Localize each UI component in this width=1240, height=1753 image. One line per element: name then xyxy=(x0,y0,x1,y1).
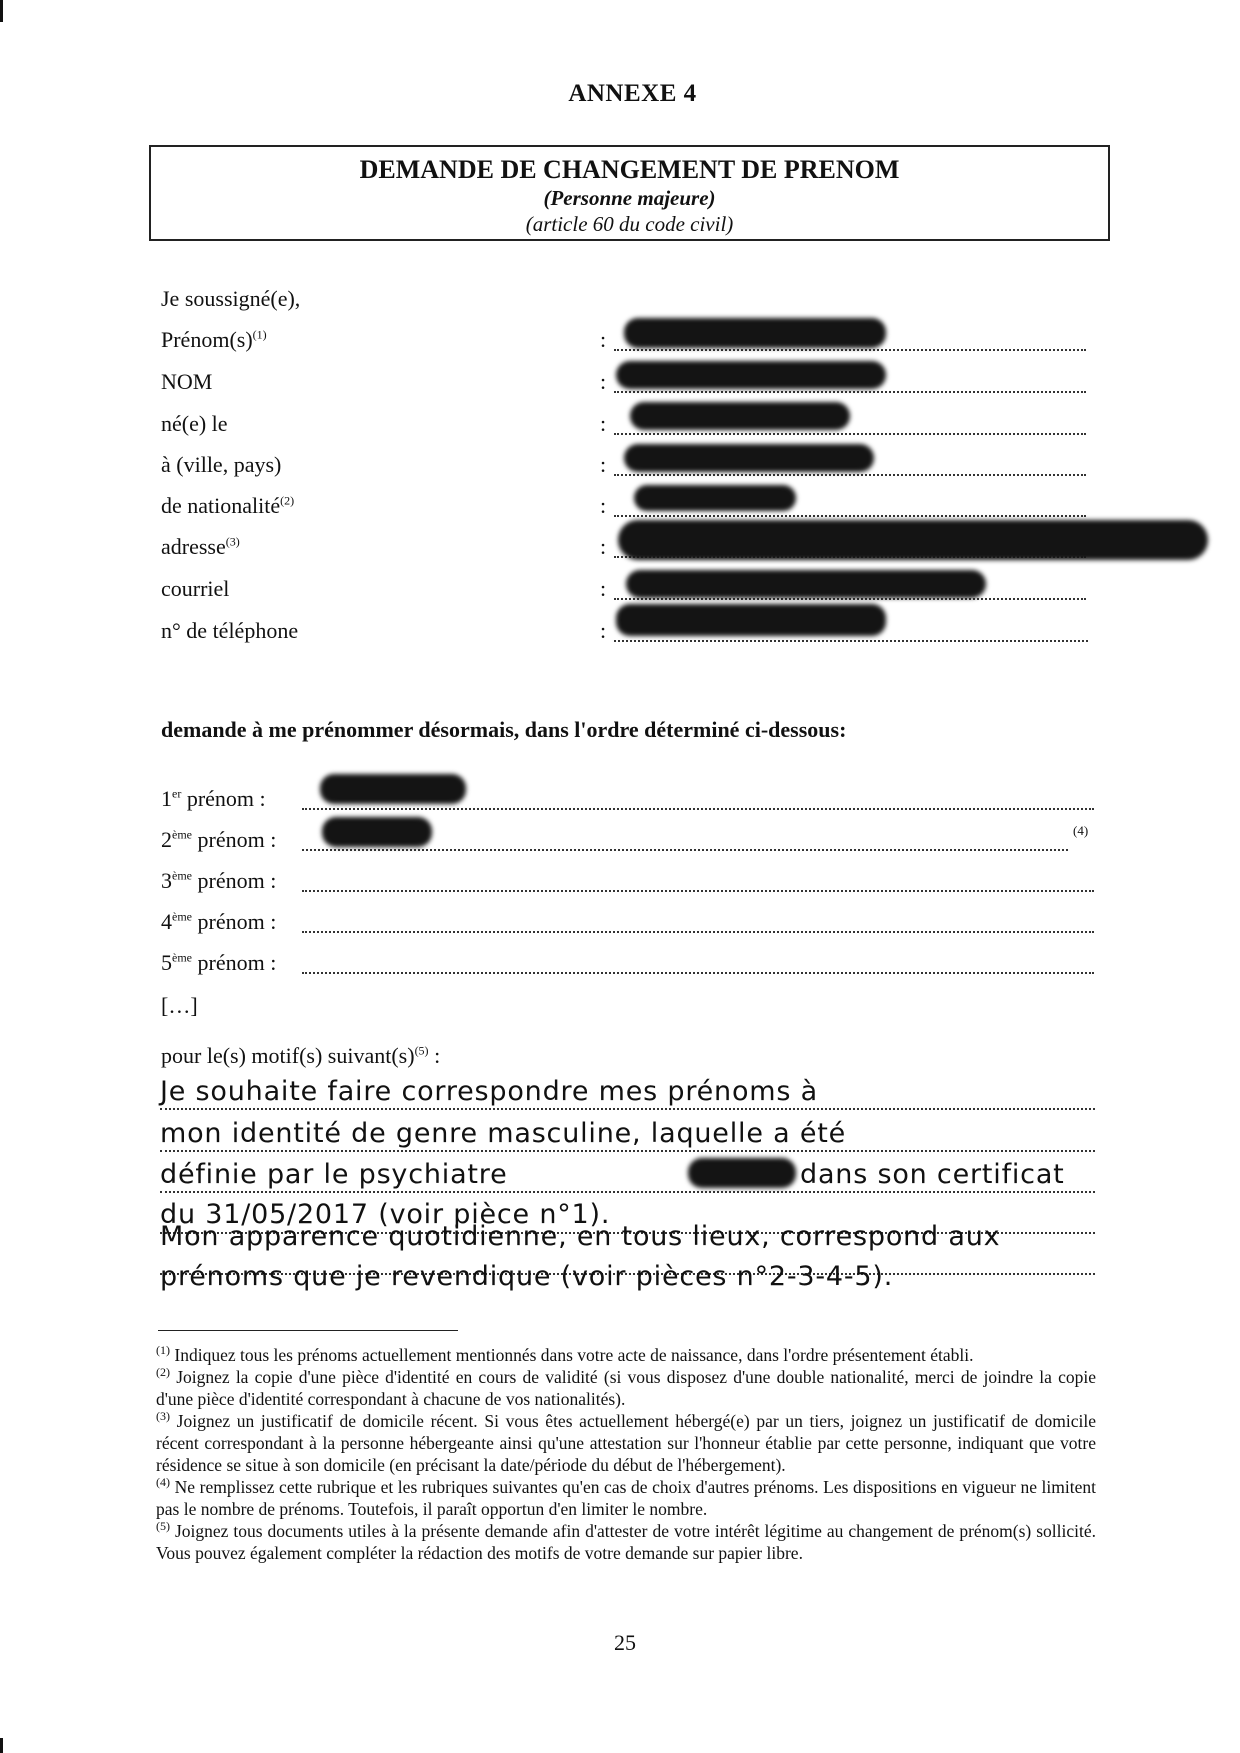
field-telephone-input[interactable] xyxy=(614,640,1088,642)
field-label-nom: NOM xyxy=(161,369,213,394)
prenom-label-1: 1er prénom : xyxy=(161,786,266,811)
field-label-adresse: adresse$^{(3)}$ xyxy=(161,534,240,559)
prenom-label-3: 3ème prénom : xyxy=(161,868,277,893)
form-header-box xyxy=(149,145,1110,241)
prenom-5-input[interactable] xyxy=(302,972,1094,974)
footnote-5: $^{(5)}$ Joignez tous documents utiles à la présente demande afin d'attester de votre intérêt légitime au changement de prénom(s) sollicité. Vous pouvez également compléter la rédaction des motifs de votre demande sur papier libre. xyxy=(156,1519,1096,1563)
handwritten-motif-line-3a: définie par le psychiatre xyxy=(160,1159,508,1190)
prenom-label-4: 4ème prénom : xyxy=(161,909,277,934)
handwritten-motif-line-1: Je souhaite faire correspondre mes prénoms à xyxy=(160,1076,818,1107)
prenom-2-footnote-mark: (4) xyxy=(1073,823,1089,838)
field-colon: : xyxy=(600,452,607,477)
field-prenoms-input[interactable] xyxy=(614,349,1086,351)
field-colon: : xyxy=(600,369,607,394)
handwritten-motif-line-6: prénoms que je revendique (voir pièces n°2-3-4-5). xyxy=(160,1261,894,1292)
prenom-label-5: 5ème prénom : xyxy=(161,950,277,975)
field-lieu-naissance-input[interactable] xyxy=(614,474,1086,476)
redaction-mark xyxy=(618,520,1208,560)
handwritten-motif-line-4: du 31/05/2017 (voir pièce n°1). xyxy=(160,1199,611,1230)
redaction-mark xyxy=(322,817,432,847)
scan-mark-top-left xyxy=(0,0,3,22)
redaction-mark xyxy=(616,604,886,636)
field-label-date-naissance: né(e) le xyxy=(161,411,228,436)
form-legal-reference: (article 60 du code civil) xyxy=(525,212,734,236)
prenom-4-input[interactable] xyxy=(302,931,1094,933)
redaction-mark xyxy=(320,774,466,804)
intro-text: Je soussigné(e), xyxy=(161,286,301,311)
redaction-mark xyxy=(626,570,986,598)
form-title: DEMANDE DE CHANGEMENT DE PRENOM xyxy=(359,155,900,184)
field-nom-input[interactable] xyxy=(614,391,1086,393)
prenom-3-input[interactable] xyxy=(302,890,1094,892)
field-date-naissance-input[interactable] xyxy=(614,433,1086,435)
redaction-mark xyxy=(634,485,796,511)
field-label-courriel: courriel xyxy=(161,576,230,601)
field-colon: : xyxy=(600,576,607,601)
field-colon: : xyxy=(600,534,607,559)
motifs-label: pour le(s) motif(s) $suivant(s)^{(5)}$ : xyxy=(161,1043,441,1068)
prenom-1-input[interactable] xyxy=(302,808,1094,810)
page-number: 25 xyxy=(614,1630,636,1655)
footnote-3: $^{(3)}$ Joignez un justificatif de domicile récent. Si vous êtes actuellement hébergé(e) par un tiers, joignez un justificatif de domicile récent correspondant à la personne hébergeante ainsi qu'une attestation sur l'honneur établie par cette personne, indiquant que votre résidence se situe à son domicile (en précisant la date/période du début de l'hébergement). xyxy=(156,1409,1096,1475)
field-colon: : xyxy=(600,493,607,518)
field-label-prenoms: $Prénom(s)^{(1)}$ xyxy=(161,327,267,352)
handwritten-motif-line-5: Mon apparence quotidienne, en tous lieux, correspond aux xyxy=(160,1221,1001,1252)
field-colon: : xyxy=(600,618,607,643)
field-colon: : xyxy=(600,327,607,352)
ellipsis: […] xyxy=(161,993,198,1018)
prenom-label-2: 2ème prénom : xyxy=(161,827,277,852)
demande-heading: demande à me prénommer désormais, dans l'ordre déterminé ci-dessous: xyxy=(161,717,847,742)
motif-line-3[interactable] xyxy=(160,1191,1095,1193)
redaction-mark xyxy=(624,444,874,472)
footnote-4: $^{(4)}$ Ne remplissez cette rubrique et les rubriques suivantes qu'en cas de choix d'autres prénoms. Les dispositions en vigueur ne limitent pas le nombre de prénoms. Toutefois, il paraît opportun d'en limiter le nombre. xyxy=(156,1475,1096,1519)
redaction-mark xyxy=(630,402,850,430)
field-label-nationalite: de nationalité$^{(2)}$ xyxy=(161,493,295,518)
form-subtitle: (Personne majeure) xyxy=(543,186,716,210)
prenom-2-input[interactable] xyxy=(302,849,1068,851)
redaction-mark xyxy=(616,361,886,389)
field-nationalite-input[interactable] xyxy=(614,515,1086,517)
motif-line-1[interactable] xyxy=(160,1108,1095,1110)
motif-line-2[interactable] xyxy=(160,1150,1095,1152)
field-label-telephone: n° de téléphone xyxy=(161,618,299,643)
field-colon: : xyxy=(600,411,607,436)
scan-mark-bottom-left xyxy=(0,1738,3,1753)
footnote-2: $^{(2)}$ Joignez la copie d'une pièce d'identité en cours de validité (si vous disposez d'une double nationalité, merci de joindre la copie d'une pièce d'identité correspondant à chacune de vos nationalités). xyxy=(156,1365,1096,1409)
footnote-separator xyxy=(158,1330,458,1331)
field-label-lieu-naissance: à (ville, pays) xyxy=(161,452,282,477)
footnotes xyxy=(156,1344,1096,1564)
footnote-1: $^{(1)}$ Indiquez tous les prénoms actuellement mentionnés dans votre acte de naissance, dans l'ordre présentement établi. xyxy=(156,1343,974,1365)
redaction-mark xyxy=(624,318,886,348)
field-courriel-input[interactable] xyxy=(614,598,1086,600)
handwritten-motif-line-2: mon identité de genre masculine, laquelle a été xyxy=(160,1118,847,1149)
handwritten-motif-line-3b: dans son certificat xyxy=(800,1159,1065,1190)
annexe-title: ANNEXE 4 xyxy=(568,80,697,107)
redaction-mark xyxy=(688,1158,796,1188)
